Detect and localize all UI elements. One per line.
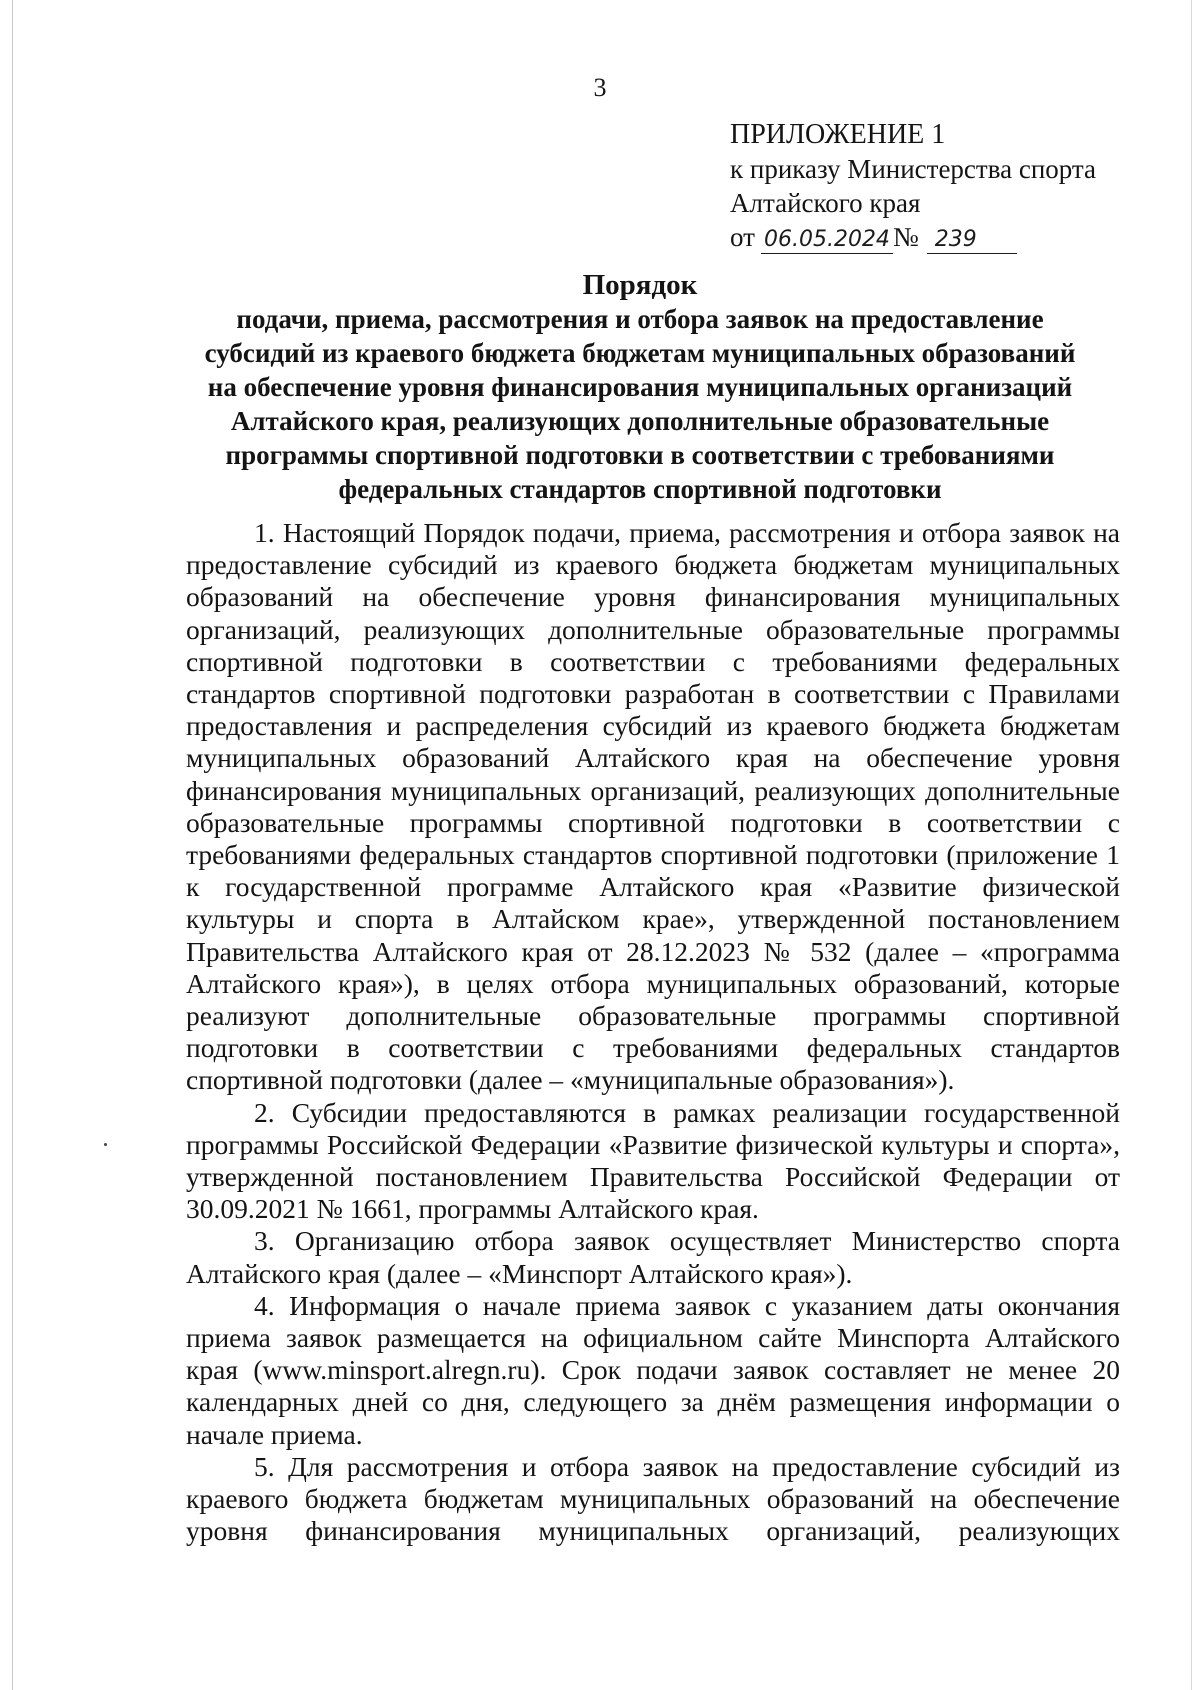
appendix-date-line <box>730 220 1096 254</box>
paragraph-4: 4. Информация о начале приема заявок с указанием даты окончания приема заявок размещается на официальном сайте Минспорта Алтайского края (www.minsport.alregn.ru). Срок подачи заявок составляет не менее 20 календарных дней со дня, следующего за днём размещения информации о начале приема. <box>186 1289 1120 1450</box>
scan-edge-left <box>12 0 13 1690</box>
appendix-order-ref: к приказу Министерства спорта <box>730 154 1097 184</box>
paragraph-1: 1. Настоящий Порядок подачи, приема, рассмотрения и отбора заявок на предоставление субсидий из краевого бюджета бюджетам муниципальных образований на обеспечение уровня финансирования муниципальных организаций, реализующих дополнительные образовательные программы спортивной подготовки в соответствии с требованиями федеральных стандартов спортивной подготовки разработан в соответствии с Правилами предоставления и распределения субсидий из краевого бюджета бюджетам муниципальных образований Алтайского края на обеспечение уровня финансирования муниципальных организаций, реализующих дополнительные образовательные программы спортивной подготовки в соответствии с требованиями федеральных стандартов спортивной подготовки (приложение 1 к государственной программе Алтайского края «Развитие физической культуры и спорта в Алтайском крае», утвержденной постановлением Правительства Алтайского края от 28.12.2023 № 532 (далее – «программа Алтайского края»), в целях отбора муниципальных образований, которые реализуют дополнительные образовательные программы спортивной подготовки в соответствии с требованиями федеральных стандартов спортивной подготовки (далее – «муниципальные образования»). <box>186 517 1120 1096</box>
scan-dot <box>104 1143 107 1146</box>
scan-edge-right <box>1191 0 1192 1690</box>
appendix-title: ПРИЛОЖЕНИЕ 1 <box>730 119 946 150</box>
title-line: федеральных стандартов спортивной подготовки <box>338 474 942 504</box>
page-number: 3 <box>593 73 607 102</box>
title-line: подачи, приема, рассмотрения и отбора заявок на предоставление <box>236 304 1044 334</box>
handwritten-date: 06.05.2024 <box>761 227 893 254</box>
title-heading: Порядок <box>582 269 698 301</box>
paragraph-3: 3. Организацию отбора заявок осуществляет Министерство спорта Алтайского края (далее – «Минспорт Алтайского края»). <box>186 1225 1120 1289</box>
title-line: программы спортивной подготовки в соответствии с требованиями <box>225 440 1055 470</box>
title-line: субсидий из краевого бюджета бюджетам муниципальных образований <box>204 338 1076 368</box>
paragraph-5: 5. Для рассмотрения и отбора заявок на предоставление субсидий из краевого бюджета бюджетам муниципальных образований на обеспечение уровня финансирования муниципальных организаций, реализующих <box>186 1450 1120 1547</box>
date-prefix: от <box>730 222 755 252</box>
appendix-block <box>730 118 1096 254</box>
appendix-region: Алтайского края <box>730 188 921 218</box>
title-line: Алтайского края, реализующих дополнительные образовательные <box>230 406 1050 436</box>
document-title <box>160 268 1120 506</box>
title-line: на обеспечение уровня финансирования муниципальных организаций <box>207 372 1073 402</box>
document-body <box>186 517 1120 1548</box>
paragraph-2: 2. Субсидии предоставляются в рамках реализации государственной программы Российской Федерации «Развитие физической культуры и спорта», утвержденной постановлением Правительства Российской Федерации от 30.09.2021 № 1661, программы Алтайского края. <box>186 1096 1120 1225</box>
number-sign: № <box>892 222 919 252</box>
handwritten-number: 239 <box>927 227 1017 254</box>
